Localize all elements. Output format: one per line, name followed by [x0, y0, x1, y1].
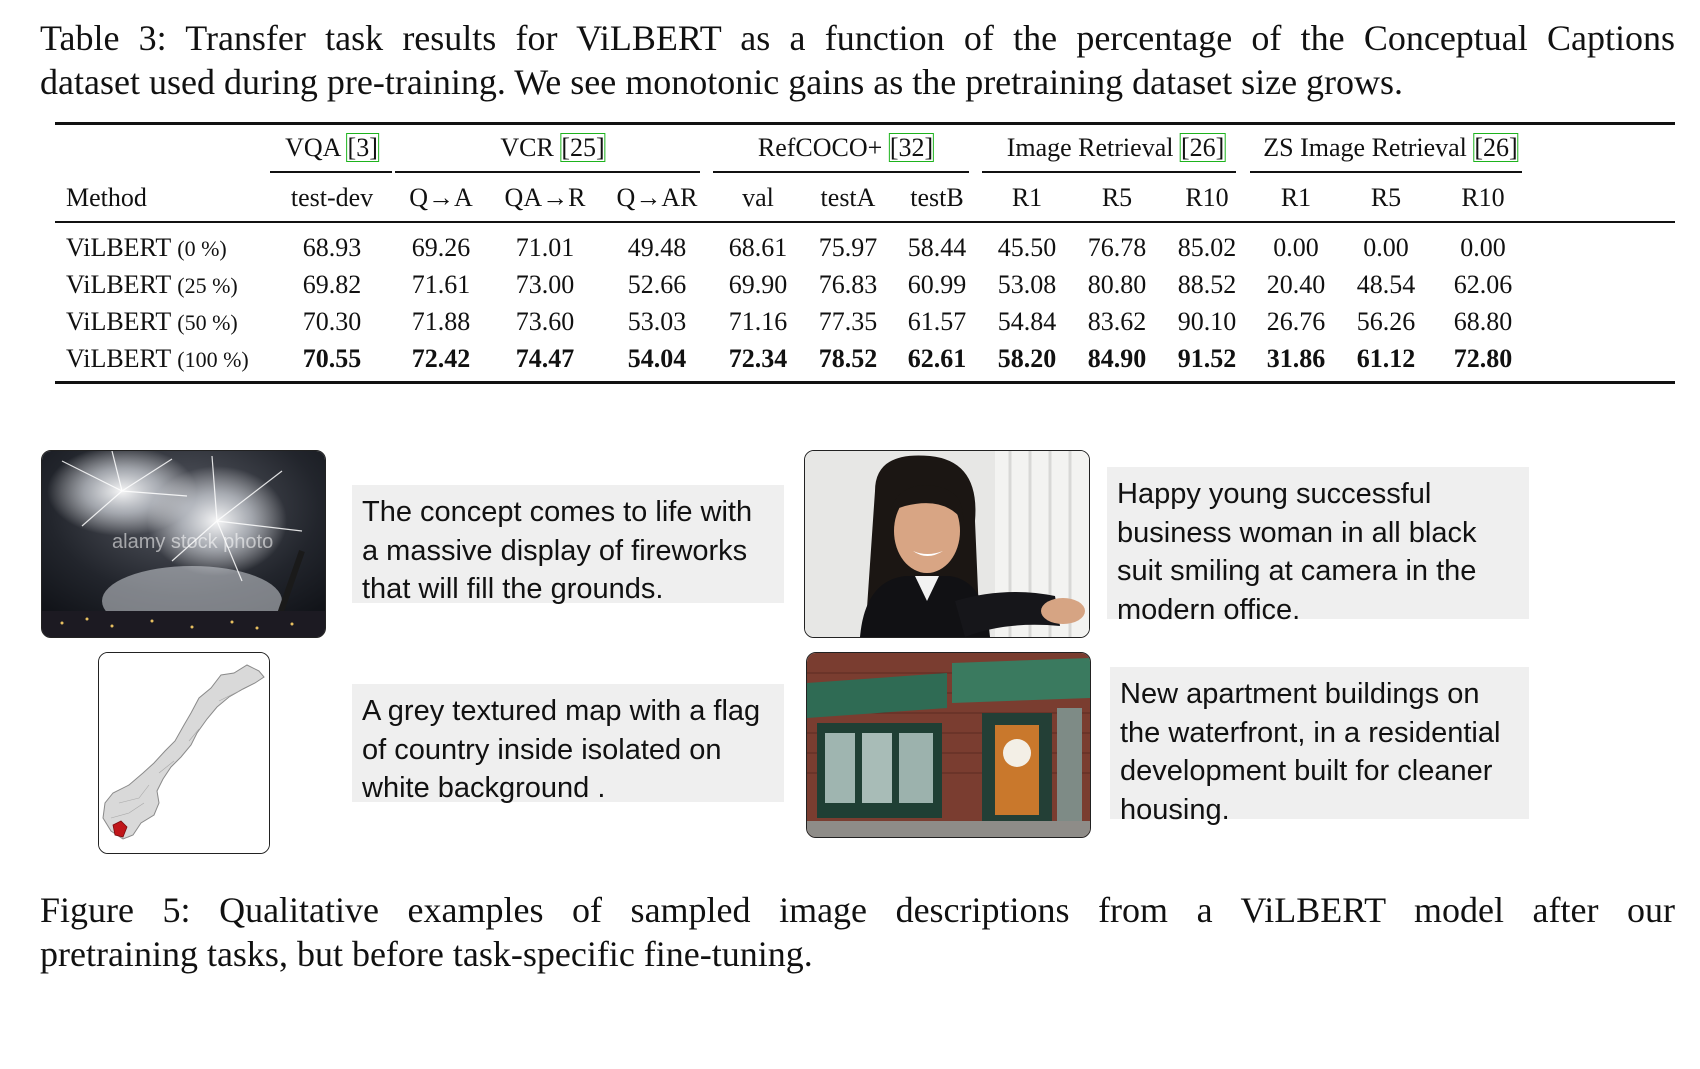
group-header-refcoco: RefCOCO+ [32] — [757, 133, 934, 162]
table-cell: 78.52 — [818, 344, 878, 373]
method-cell: ViLBERT (50 %) — [66, 307, 238, 336]
table-cell: 0.00 — [1460, 233, 1506, 262]
table-cell: 68.61 — [728, 233, 788, 262]
table-cell: 90.10 — [1177, 307, 1237, 336]
method-cell: ViLBERT (0 %) — [66, 233, 227, 262]
table-cell: 69.26 — [411, 233, 471, 262]
table-cell: 74.47 — [515, 344, 575, 373]
table-cell: 31.86 — [1266, 344, 1326, 373]
storefront-description: New apartment buildings on the waterfront, in a residential development built for cleaner housing. — [1110, 667, 1529, 819]
table-cell: 72.80 — [1453, 344, 1513, 373]
table-cell: 60.99 — [907, 270, 967, 299]
column-header: R1 — [1011, 183, 1043, 212]
norway-map — [98, 652, 270, 854]
citation-link[interactable]: [32] — [889, 133, 934, 162]
table-cell: 49.48 — [627, 233, 687, 262]
table-header-rule — [55, 221, 1675, 223]
group-header-image-retrieval: Image Retrieval [26] — [1006, 133, 1225, 162]
table-cell: 85.02 — [1177, 233, 1237, 262]
table-cell: 52.66 — [627, 270, 687, 299]
table-cell: 77.35 — [818, 307, 878, 336]
citation-link[interactable]: [26] — [1180, 133, 1225, 162]
table-cell: 58.44 — [907, 233, 967, 262]
figure-caption — [40, 888, 1675, 976]
storefront-image — [807, 653, 1090, 837]
table-cell: 91.52 — [1177, 344, 1237, 373]
table-cell: 75.97 — [818, 233, 878, 262]
table-caption-line-2: dataset used during pre-training. We see monotonic gains as the pretraining dataset size grows. — [40, 62, 1404, 102]
table-cell: 71.88 — [411, 307, 471, 336]
table-cell: 70.30 — [302, 307, 362, 336]
column-header: R1 — [1280, 183, 1312, 212]
column-header: test-dev — [290, 183, 374, 212]
group-rule-image-retrieval — [982, 171, 1236, 173]
table-cell: 72.34 — [728, 344, 788, 373]
table-cell: 73.60 — [515, 307, 575, 336]
column-header: R10 — [1185, 183, 1229, 212]
table-cell: 26.76 — [1266, 307, 1326, 336]
table-caption-line-1: Table 3: Transfer task results for ViLBERT as a function of the percentage of the Conceptual Captions — [40, 18, 1675, 58]
citation-link[interactable]: [3] — [347, 133, 378, 162]
table-cell: 70.55 — [302, 344, 362, 373]
table-cell: 71.16 — [728, 307, 788, 336]
table-cell: 72.42 — [411, 344, 471, 373]
table-cell: 61.12 — [1356, 344, 1416, 373]
column-header: Q→A — [409, 183, 473, 212]
map-description: A grey textured map with a flag of country inside isolated on white background . — [352, 684, 784, 802]
column-header: Q→AR — [616, 183, 698, 212]
column-header: testA — [820, 183, 876, 212]
group-rule-vqa — [270, 171, 392, 173]
table-cell: 53.03 — [627, 307, 687, 336]
businesswoman-description: Happy young successful business woman in all black suit smiling at camera in the modern office. — [1107, 467, 1529, 619]
table-cell: 88.52 — [1177, 270, 1237, 299]
businesswoman-photo — [804, 450, 1090, 638]
table-cell: 68.93 — [302, 233, 362, 262]
table-cell: 71.01 — [515, 233, 575, 262]
businesswoman-image — [805, 451, 1089, 637]
column-header: val — [742, 183, 774, 212]
group-rule-zs-image-retrieval — [1250, 171, 1522, 173]
table-cell: 83.62 — [1087, 307, 1147, 336]
table-cell: 45.50 — [997, 233, 1057, 262]
figure-caption-line-2: pretraining tasks, but before task-specific fine-tuning. — [40, 934, 813, 974]
table-cell: 20.40 — [1266, 270, 1326, 299]
table-cell: 71.61 — [411, 270, 471, 299]
citation-link[interactable]: [26] — [1474, 133, 1518, 162]
table-cell: 73.00 — [515, 270, 575, 299]
fireworks-description: The concept comes to life with a massive display of fireworks that will fill the grounds. — [352, 485, 784, 603]
table-cell: 54.04 — [627, 344, 687, 373]
column-header: R5 — [1370, 183, 1402, 212]
table-cell: 56.26 — [1356, 307, 1416, 336]
table-cell: 62.61 — [907, 344, 967, 373]
table-cell: 80.80 — [1087, 270, 1147, 299]
figure-caption-line-1: Figure 5: Qualitative examples of sampled image descriptions from a ViLBERT model after our — [40, 890, 1675, 930]
storefront-photo — [806, 652, 1091, 838]
table-cell: 84.90 — [1087, 344, 1147, 373]
table-cell: 68.80 — [1453, 307, 1513, 336]
column-header: testB — [910, 183, 964, 212]
group-header-zs-image-retrieval: ZS Image Retrieval [26] — [1263, 133, 1518, 162]
table-cell: 69.82 — [302, 270, 362, 299]
table-bottom-rule — [55, 381, 1675, 384]
table-cell: 0.00 — [1273, 233, 1319, 262]
watermark: alamy stock photo — [112, 531, 274, 553]
table-cell: 76.83 — [818, 270, 878, 299]
column-header: QA→R — [504, 183, 586, 212]
table-cell: 61.57 — [907, 307, 967, 336]
table-cell: 53.08 — [997, 270, 1057, 299]
fireworks-photo — [41, 450, 326, 638]
table-cell: 58.20 — [997, 344, 1057, 373]
method-cell: ViLBERT (25 %) — [66, 270, 238, 299]
group-header-vcr: VCR [25] — [500, 133, 605, 162]
group-header-vqa: VQA [3] — [285, 133, 378, 162]
table-cell: 76.78 — [1087, 233, 1147, 262]
table-cell: 54.84 — [997, 307, 1057, 336]
table-cell: 62.06 — [1453, 270, 1513, 299]
table-top-rule — [55, 122, 1675, 125]
table-caption — [40, 16, 1675, 104]
table-cell: 69.90 — [728, 270, 788, 299]
group-rule-refcoco — [713, 171, 969, 173]
table-cell: 0.00 — [1363, 233, 1409, 262]
method-cell: ViLBERT (100 %) — [66, 344, 249, 373]
column-header: R5 — [1101, 183, 1133, 212]
table-cell: 48.54 — [1356, 270, 1416, 299]
group-rule-vcr — [395, 171, 700, 173]
method-header: Method — [66, 183, 147, 212]
column-header: R10 — [1461, 183, 1505, 212]
citation-link[interactable]: [25] — [561, 133, 605, 162]
map-image — [99, 653, 269, 853]
